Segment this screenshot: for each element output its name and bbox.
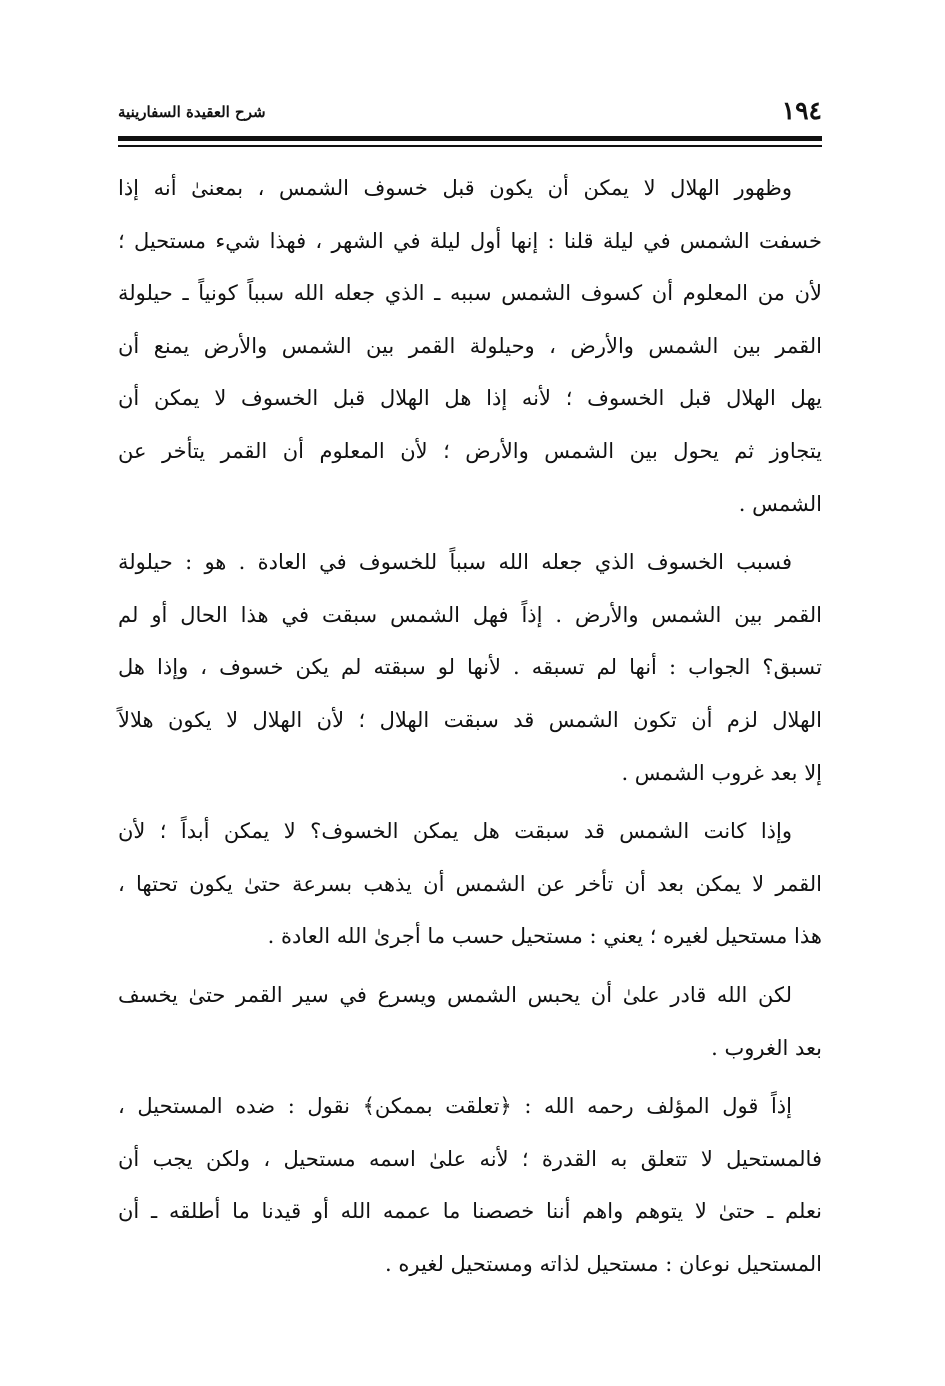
paragraph-3	[118, 805, 822, 963]
text-line: يتجاوز ثم يحول بين الشمس والأرض ؛ لأن المعلوم أن القمر يتأخر عن	[118, 438, 822, 463]
text-line: وإذا كانت الشمس قد سبقت هل يمكن الخسوف؟ لا يمكن أبداً ؛ لأن	[118, 819, 792, 844]
text-line: الشمس .	[738, 491, 822, 516]
paragraph-1	[118, 162, 822, 530]
text-line: الهلال لزم أن تكون الشمس قد سبقت الهلال ؛ لأن الهلال لا يكون هلالاً	[118, 707, 822, 732]
text-line: لكن الله قادر علىٰ أن يحبس الشمس ويسرع في سير القمر حتىٰ يخسف	[118, 982, 792, 1007]
text-line: القمر لا يمكن بعد أن تأخر عن الشمس أن يذهب بسرعة حتىٰ يكون تحتها ،	[118, 871, 822, 896]
page-header	[118, 96, 822, 130]
page-number: ١٩٤	[781, 96, 822, 125]
text-line: فالمستحيل لا تتعلق به القدرة ؛ لأنه علىٰ اسمه مستحيل ، ولكن يجب أن	[118, 1146, 822, 1171]
paragraph-5	[118, 1080, 822, 1290]
text-line: تسبق؟ الجواب : أنها لم تسبقه . لأنها لو سبقته لم يكن خسوف ، وإذا هل	[118, 655, 822, 680]
paragraph-4	[118, 969, 822, 1074]
text-line: نعلم ـ حتىٰ لا يتوهم واهم أننا خصصنا ما عممه الله أو قيدنا ما أطلقه ـ أن	[118, 1199, 822, 1224]
paragraph-2	[118, 536, 822, 799]
text-line: فسبب الخسوف الذي جعله الله سبباً للخسوف في العادة . هو : حيلولة	[118, 550, 792, 575]
text-line: هذا مستحيل لغيره ؛ يعني : مستحيل حسب ما أجرىٰ الله العادة .	[267, 924, 822, 949]
text-line: خسفت الشمس في ليلة قلنا : إنها أول ليلة في الشهر ، فهذا شيء مستحيل ؛	[118, 228, 822, 253]
header-rule-thick	[118, 136, 822, 141]
text-line: لأن من المعلوم أن كسوف الشمس سببه ـ الذي جعله الله سبباً كونياً ـ حيلولة	[118, 281, 822, 306]
text-line: يهل الهلال قبل الخسوف ؛ لأنه إذا هل الهلال قبل الخسوف لا يمكن أن	[118, 386, 822, 411]
text-line: إذاً قول المؤلف رحمه الله : ﴿تعلقت بممكن﴾ نقول : ضده المستحيل ،	[118, 1094, 792, 1119]
text-line: بعد الغروب .	[711, 1035, 822, 1060]
running-title: شرح العقيدة السفارينية	[118, 103, 266, 121]
header-rule-thin	[118, 145, 822, 147]
text-line: القمر بين الشمس والأرض . إذاً فهل الشمس سبقت في هذا الحال أو لم	[118, 602, 822, 627]
text-line: وظهور الهلال لا يمكن أن يكون قبل خسوف الشمس ، بمعنىٰ أنه إذا	[118, 176, 792, 200]
text-line: القمر بين الشمس والأرض ، وحيلولة القمر بين الشمس والأرض يمنع أن	[118, 333, 822, 358]
body-text	[118, 162, 822, 1290]
text-line: إلا بعد غروب الشمس .	[621, 760, 822, 785]
text-line: المستحيل نوعان : مستحيل لذاته ومستحيل لغيره .	[385, 1251, 822, 1276]
